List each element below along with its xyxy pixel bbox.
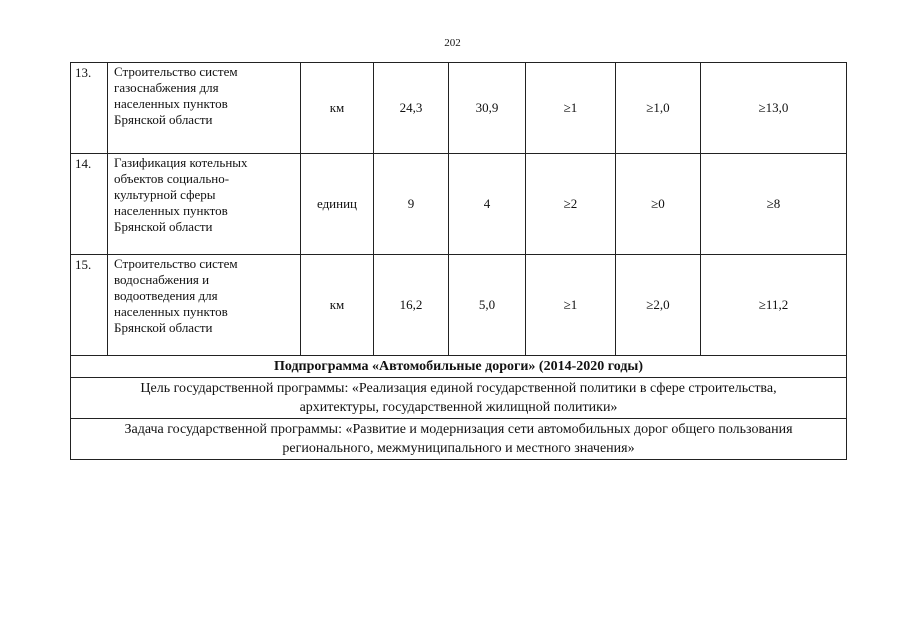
value-cell: 9	[374, 154, 449, 255]
value-cell: ≥2	[526, 154, 616, 255]
program-goal	[71, 378, 847, 419]
row-number: 14.	[71, 154, 108, 255]
indicator-name-line: населенных пунктов	[114, 304, 228, 319]
indicator-name	[108, 154, 301, 255]
indicator-name-line: Брянской области	[114, 112, 213, 127]
indicator-name-line: газоснабжения для	[114, 80, 219, 95]
value-cell: 24,3	[374, 63, 449, 154]
table-row	[71, 255, 847, 356]
value-cell: 16,2	[374, 255, 449, 356]
value-cell: ≥0	[616, 154, 701, 255]
indicator-name-line: Строительство систем	[114, 64, 238, 79]
indicator-name	[108, 63, 301, 154]
page-number: 202	[444, 37, 461, 49]
indicator-name-line: Газификация котельных	[114, 155, 248, 170]
table-row	[71, 154, 847, 255]
indicator-name-line: водоснабжения и	[114, 272, 210, 287]
program-goal-line: Цель государственной программы: «Реализация единой государственной политики в сфере строительства,	[140, 381, 777, 396]
goal-row	[71, 378, 847, 419]
indicator-name-line: объектов социально-	[114, 171, 230, 186]
indicators-table	[70, 62, 847, 460]
indicator-name-line: населенных пунктов	[114, 96, 228, 111]
value-cell: ≥11,2	[701, 255, 847, 356]
program-task	[71, 419, 847, 460]
indicator-name-line: культурной сферы	[114, 187, 216, 202]
value-cell: ≥8	[701, 154, 847, 255]
program-task-line: регионального, межмуниципального и местного значения»	[282, 441, 635, 456]
value-cell: 4	[449, 154, 526, 255]
value-cell: ≥2,0	[616, 255, 701, 356]
program-goal-line: архитектуры, государственной жилищной политики»	[299, 400, 618, 415]
value-cell: ≥13,0	[701, 63, 847, 154]
table-row	[71, 63, 847, 154]
subprogram-title: Подпрограмма «Автомобильные дороги» (2014-2020 годы)	[71, 356, 847, 378]
value-cell: ≥1	[526, 63, 616, 154]
indicator-name-line: водоотведения для	[114, 288, 218, 303]
unit-cell: единиц	[301, 154, 374, 255]
value-cell: 5,0	[449, 255, 526, 356]
subprogram-row	[71, 356, 847, 378]
indicator-name-line: Брянской области	[114, 219, 213, 234]
indicator-name	[108, 255, 301, 356]
value-cell: 30,9	[449, 63, 526, 154]
indicator-name-line: Брянской области	[114, 320, 213, 335]
unit-cell: км	[301, 255, 374, 356]
indicator-name-line: Строительство систем	[114, 256, 238, 271]
unit-cell: км	[301, 63, 374, 154]
row-number: 13.	[71, 63, 108, 154]
value-cell: ≥1,0	[616, 63, 701, 154]
row-number: 15.	[71, 255, 108, 356]
program-task-line: Задача государственной программы: «Развитие и модернизация сети автомобильных дорог общего пользования	[124, 422, 793, 437]
indicator-name-line: населенных пунктов	[114, 203, 228, 218]
value-cell: ≥1	[526, 255, 616, 356]
task-row	[71, 419, 847, 460]
